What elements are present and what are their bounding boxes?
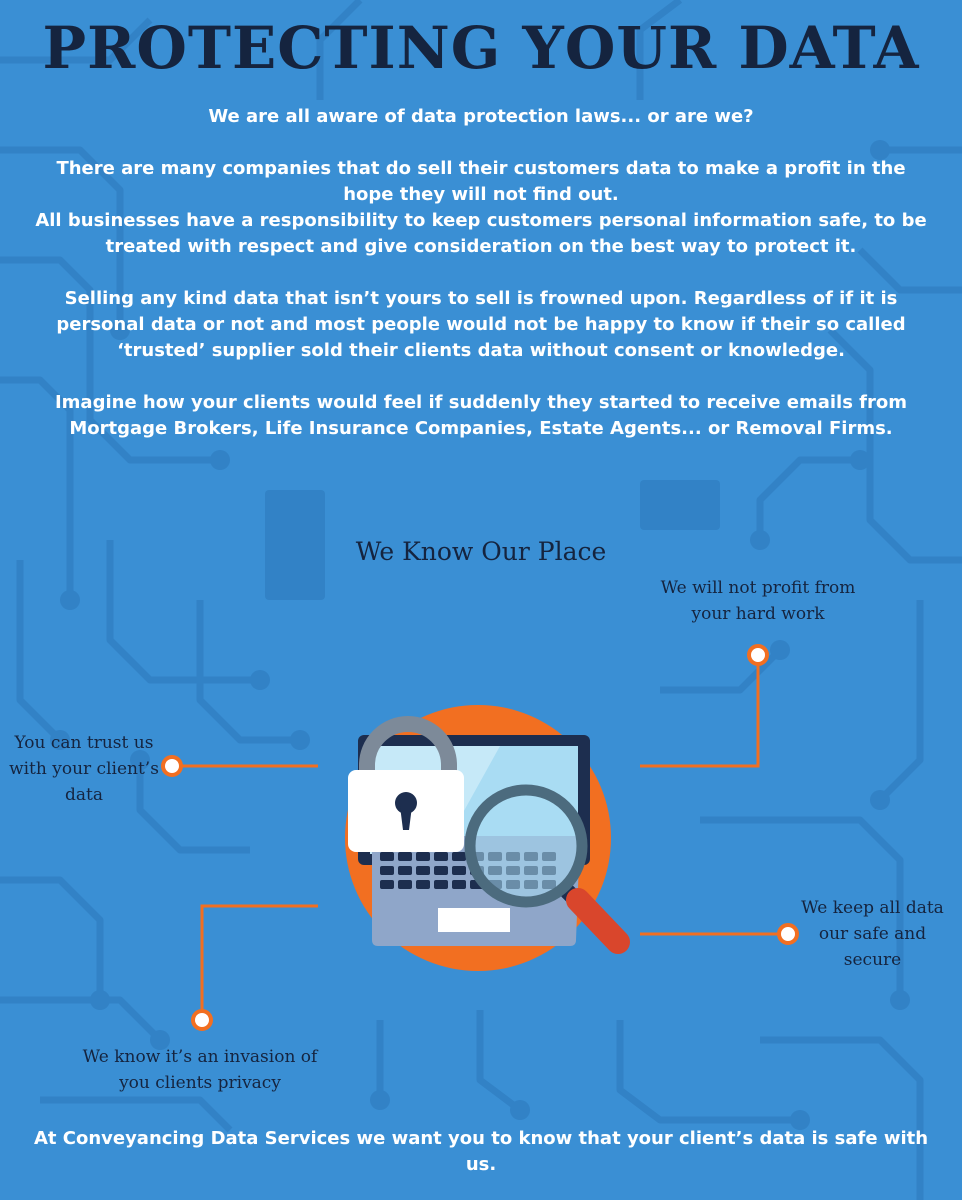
connector-dot-privacy	[193, 1011, 211, 1029]
callout-profit: We will not profit from your hard work	[660, 578, 856, 624]
intro-paragraph-4: Imagine how your clients would feel if suddenly they started to receive emails from Mortgage Brokers, Life Insurance Companies, Estate Agents... or Removal Firms.	[54, 392, 908, 439]
callout-privacy: We know it’s an invasion of you clients privacy	[82, 1047, 318, 1093]
intro-paragraph-2: All businesses have a responsibility to keep customers personal information safe, to be treated with respect and give consideration on the best way to protect it.	[35, 210, 927, 257]
connector-dot-trust	[163, 757, 181, 775]
callout-secure: We keep all data our safe and secure	[801, 898, 944, 970]
intro-paragraph-3: Selling any kind data that isn’t yours to sell is frowned upon. Regardless of if it is personal data or not and most people would not be happy to know if their so called ‘trusted’ supplier sold their clients data without consent or knowledge.	[56, 288, 906, 361]
connector-dot-secure	[779, 925, 797, 943]
intro-paragraph-1: There are many companies that do sell their customers data to make a profit in the hope they will not find out.	[56, 158, 906, 205]
connector-dot-profit	[749, 646, 767, 664]
section-heading: We Know Our Place	[355, 537, 607, 566]
page-title: PROTECTING YOUR DATA	[42, 14, 920, 82]
laptop-trackpad	[438, 908, 510, 932]
footer-statement: At Conveyancing Data Services we want you to know that your client’s data is safe with us.	[33, 1128, 929, 1175]
callout-trust: You can trust us with your client’s data	[9, 733, 159, 805]
intro-question: We are all aware of data protection laws... or are we?	[208, 106, 754, 127]
connector-privacy	[202, 906, 318, 1020]
connector-profit	[640, 655, 758, 766]
